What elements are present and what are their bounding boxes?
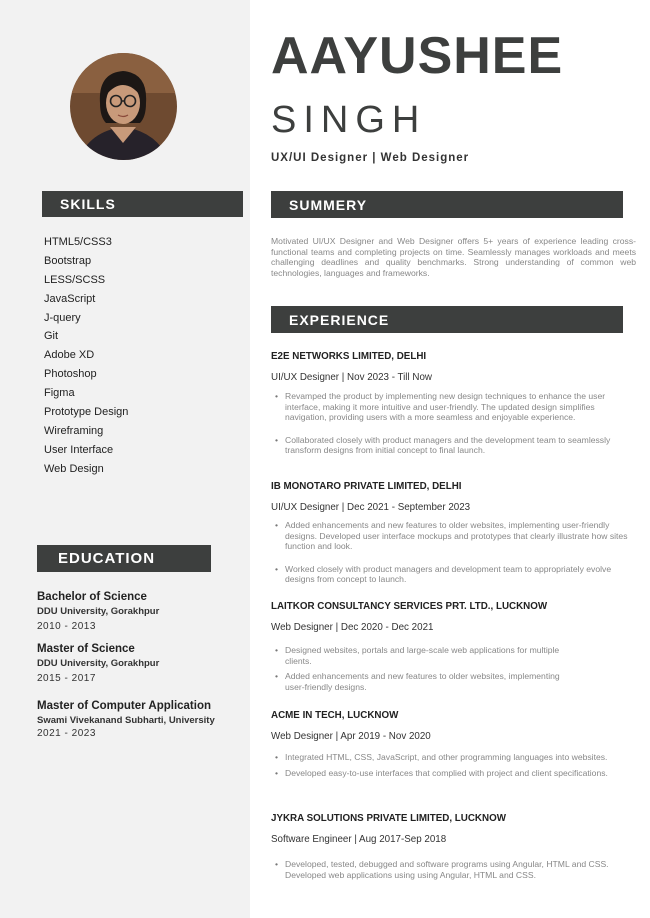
skill-item: J-query xyxy=(44,311,81,324)
summary-text: Motivated UI/UX Designer and Web Designer offers 5+ years of experience leading cross-functional teams and completing projects on time. Seamlessly manages workloads and meets challenging deadlines and quality benchmarks. Strong understanding of common web technologies, languages and frameworks. xyxy=(271,236,636,278)
job-bullets xyxy=(272,859,612,880)
job-role: UI/UX Designer | Nov 2023 - Till Now xyxy=(271,372,432,383)
company-name: IB MONOTARO PRIVATE LIMITED, DELHI xyxy=(271,481,462,492)
skill-item: Wireframing xyxy=(44,424,104,437)
skill-item: Web Design xyxy=(44,462,104,475)
skill-item: Prototype Design xyxy=(44,406,129,419)
job-tagline: UX/UI Designer | Web Designer xyxy=(271,152,470,164)
job-role: Web Designer | Dec 2020 - Dec 2021 xyxy=(271,622,434,633)
education-years: 2010 - 2013 xyxy=(37,621,96,632)
summary-heading: SUMMERY xyxy=(271,191,623,218)
skill-item: Photoshop xyxy=(44,368,97,381)
job-bullets xyxy=(272,391,636,456)
education-entry xyxy=(37,643,242,684)
education-years: 2021 - 2023 xyxy=(37,728,96,739)
university-name: DDU University, Gorakhpur xyxy=(37,658,160,669)
bullet-item: • Designed websites, portals and large-scale web applications for multiple clients. xyxy=(272,645,572,666)
company-name: LAITKOR CONSULTANCY SERVICES PRT. LTD., LUCKNOW xyxy=(271,601,548,612)
degree-title: Master of Computer Application xyxy=(37,700,211,712)
company-name: JYKRA SOLUTIONS PRIVATE LIMITED, LUCKNOW xyxy=(271,813,506,824)
profile-photo xyxy=(70,53,177,160)
job-bullets xyxy=(272,520,636,585)
bullet-item: • Developed easy-to-use interfaces that complied with project and client specifications. xyxy=(272,768,636,779)
job-role: UI/UX Designer | Dec 2021 - September 2023 xyxy=(271,502,471,513)
skill-item: JavaScript xyxy=(44,292,96,305)
degree-title: Master of Science xyxy=(37,643,135,655)
last-name: SINGH xyxy=(271,99,427,141)
job-bullets xyxy=(272,752,636,778)
experience-heading: EXPERIENCE xyxy=(271,306,623,333)
skills-list xyxy=(44,233,128,479)
skill-item: LESS/SCSS xyxy=(44,273,106,286)
first-name: AAYUSHEE xyxy=(271,27,564,85)
bullet-item: • Worked closely with product managers and development team to appropriately evolve designs from concept to launch. xyxy=(272,564,636,585)
skill-item: Bootstrap xyxy=(44,254,92,267)
bullet-item: • Integrated HTML, CSS, JavaScript, and other programming languages into websites. xyxy=(272,752,636,763)
bullet-item: • Added enhancements and new features to older websites, implementing user-friendly designs. Developed user interface mockups and prototypes that clearly illustrate how sites function and look. xyxy=(272,520,636,552)
degree-title: Bachelor of Science xyxy=(37,591,147,603)
skills-heading: SKILLS xyxy=(42,191,243,217)
university-name: Swami Vivekanand Subharti, University xyxy=(37,715,215,726)
education-years: 2015 - 2017 xyxy=(37,673,96,684)
education-entry xyxy=(37,700,217,739)
bullet-item: • Developed, tested, debugged and software programs using Angular, HTML and CSS. Developed web applications using using Angular, HTML and CSS. xyxy=(272,859,612,880)
bullet-item: • Added enhancements and new features to older websites, implementing user-friendly designs. xyxy=(272,671,572,692)
job-role: Web Designer | Apr 2019 - Nov 2020 xyxy=(271,731,431,742)
company-name: ACME IN TECH, LUCKNOW xyxy=(271,710,399,721)
skill-item: User Interface xyxy=(44,443,114,456)
skill-item: HTML5/CSS3 xyxy=(44,236,112,248)
skill-item: Git xyxy=(44,330,59,343)
education-heading: EDUCATION xyxy=(37,545,211,572)
university-name: DDU University, Gorakhpur xyxy=(37,606,160,617)
company-name: E2E NETWORKS LIMITED, DELHI xyxy=(271,351,427,362)
skill-item: Figma xyxy=(44,387,75,400)
bullet-item: • Revamped the product by implementing new design techniques to enhance the user interface, making it more intuitive and user-friendly. The updated design simplifies navigation, providing users with a more seamless and enjoyable experience. xyxy=(272,391,636,423)
skill-item: Adobe XD xyxy=(44,349,95,362)
education-entry xyxy=(37,591,242,632)
job-role: Software Engineer | Aug 2017-Sep 2018 xyxy=(271,834,447,845)
bullet-item: • Collaborated closely with product managers and the development team to seamlessly transform designs from initial concept to final launch. xyxy=(272,435,636,456)
job-bullets xyxy=(272,645,572,692)
